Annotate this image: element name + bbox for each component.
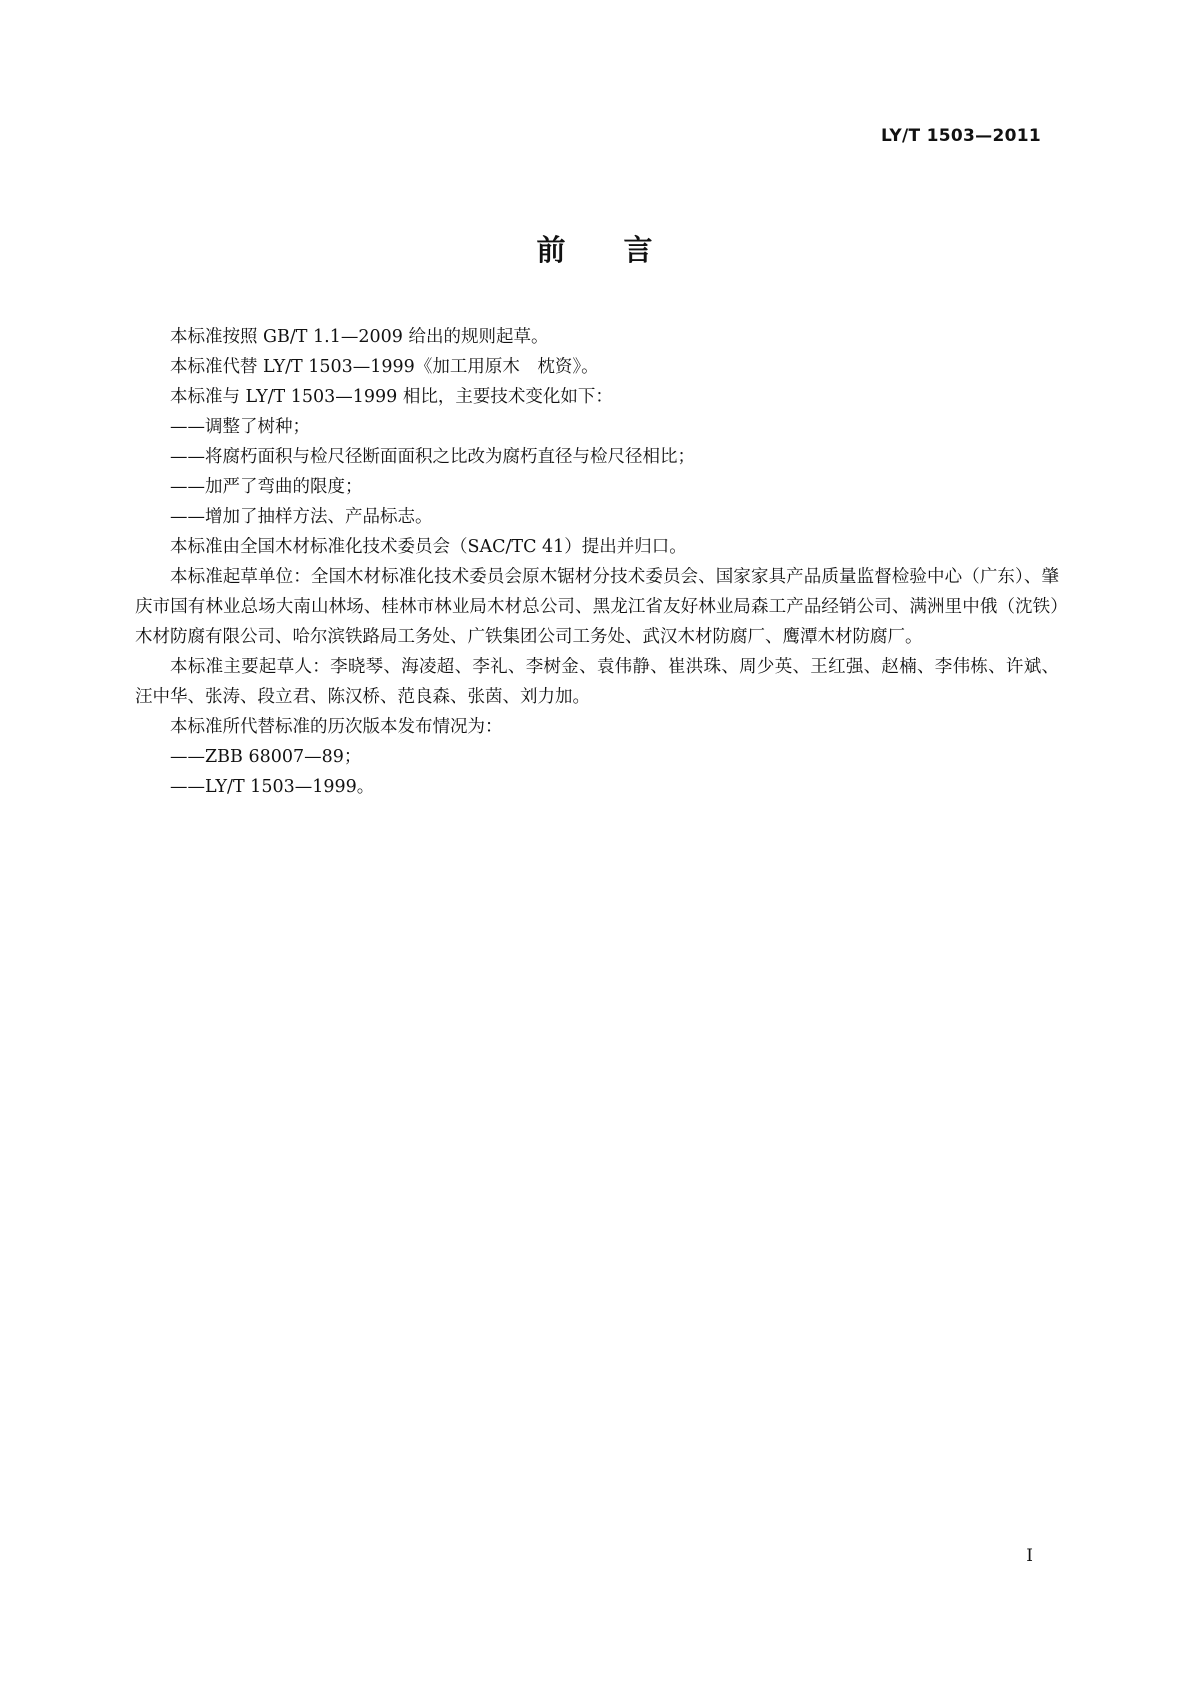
list-item-history: ——LY/T 1503—1999。: [170, 777, 375, 797]
paragraph-proposed-by: 本标准由全国木材标准化技术委员会（SAC/TC 41）提出并归口。: [170, 537, 687, 557]
paragraph-history-intro: 本标准所代替标准的历次版本发布情况为：: [170, 717, 503, 737]
foreword-body: [135, 322, 1059, 802]
paragraph-drafting-rules: 本标准按照 GB/T 1.1—2009 给出的规则起草。: [170, 327, 549, 347]
list-item-history: ——ZBB 68007—89；: [170, 747, 362, 767]
list-item-change: ——将腐朽面积与检尺径断面面积之比改为腐朽直径与检尺径相比；: [170, 447, 695, 467]
list-item-change: ——加严了弯曲的限度；: [170, 477, 363, 497]
paragraph-changes-intro: 本标准与 LY/T 1503—1999 相比，主要技术变化如下：: [170, 387, 613, 407]
title-char-1: 前: [536, 233, 568, 267]
page-number: I: [1026, 1546, 1033, 1566]
paragraph-replaces: 本标准代替 LY/T 1503—1999《加工用原木 枕资》。: [170, 357, 599, 377]
page-title: [0, 228, 1191, 269]
standard-code: LY/T 1503—2011: [880, 126, 1041, 146]
paragraph-drafting-units: 本标准起草单位：全国木材标准化技术委员会原木锯材分技术委员会、国家家具产品质量监督检验中心（广东）、肇庆市国有林业总场大南山林场、桂林市林业局木材总公司、黑龙江省友好林业局森工产品经销公司、满洲里中俄（沈铁）木材防腐有限公司、哈尔滨铁路局工务处、广铁集团公司工务处、武汉木材防腐厂、鹰潭木材防腐厂。: [135, 567, 1059, 647]
title-char-2: 言: [623, 233, 655, 267]
list-item-change: ——增加了抽样方法、产品标志。: [170, 507, 433, 527]
paragraph-drafters: 本标准主要起草人：李晓琴、海凌超、李礼、李树金、袁伟静、崔洪珠、周少英、王红强、赵楠、李伟栋、许斌、汪中华、张涛、段立君、陈汉桥、范良森、张茵、刘力加。: [135, 657, 1059, 707]
list-item-change: ——调整了树种；: [170, 417, 310, 437]
